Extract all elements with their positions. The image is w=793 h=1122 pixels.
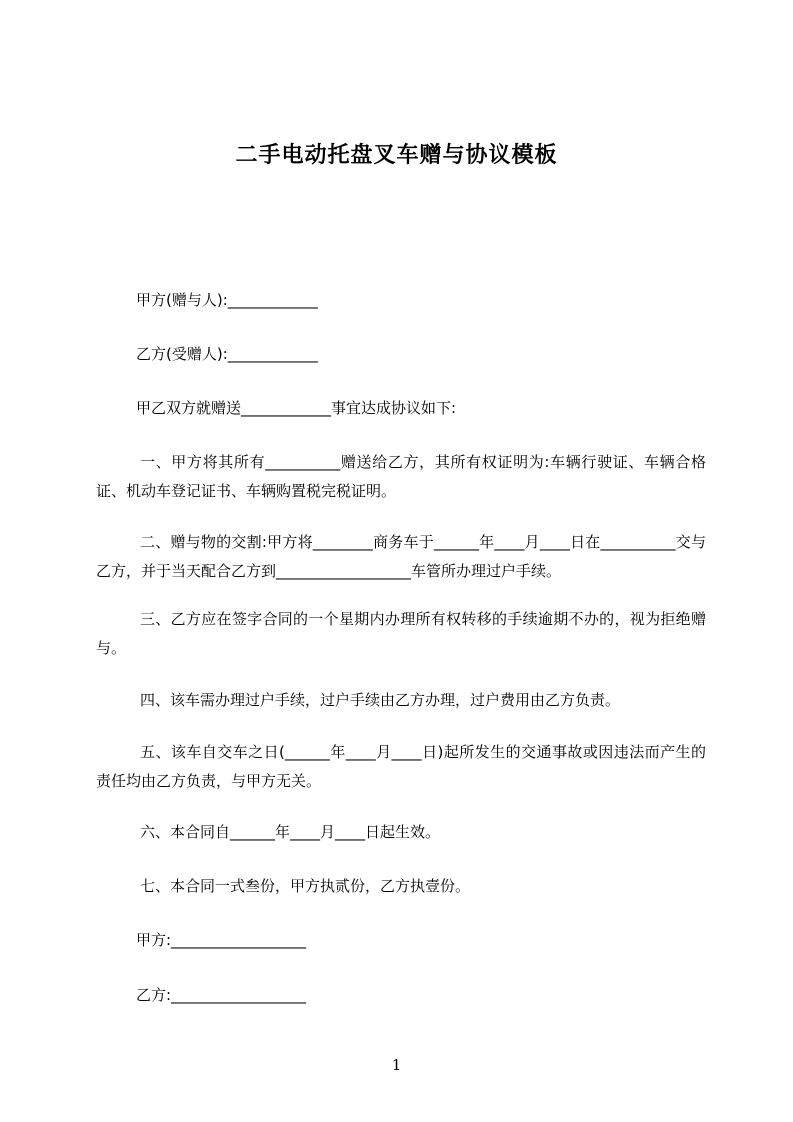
clause-3: 三、乙方应在签字合同的一个星期内办理所有权转移的手续逾期不办的，视为拒绝赠与。 [96, 610, 706, 657]
clause-1: 一、甲方将其所有__________赠送给乙方，其所有权证明为:车辆行驶证、车辆合格证、机动车登记证书、车辆购置税完税证明。 [96, 453, 706, 500]
document-title: 二手电动托盘叉车赠与协议模板 [235, 143, 558, 168]
clause-6: 六、本合同自______年____月____日起生效。 [140, 823, 441, 841]
clause-7: 七、本合同一式叁份，甲方执贰份，乙方执壹份。 [140, 877, 471, 895]
party-a-line: 甲方(赠与人):____________ [136, 291, 318, 309]
signature-party-b: 乙方:__________________ [136, 986, 307, 1004]
clause-5: 五、该车自交车之日(______年____月____日)起所发生的交通事故或因违法而产生的责任均由乙方负责，与甲方无关。 [96, 743, 706, 790]
clause-4: 四、该车需办理过户手续，过户手续由乙方办理，过户费用由乙方负责。 [140, 691, 621, 709]
page-number: 1 [391, 1056, 402, 1074]
clause-2: 二、赠与物的交割:甲方将________商务车于______年____月____日在__________交与乙方，并于当天配合乙方到__________________车管所办理过户手续。 [96, 533, 706, 580]
signature-party-a: 甲方:__________________ [136, 931, 307, 949]
agreement-intro: 甲乙双方就赠送____________事宜达成协议如下: [136, 399, 457, 417]
party-b-line: 乙方(受赠人):____________ [136, 345, 318, 363]
